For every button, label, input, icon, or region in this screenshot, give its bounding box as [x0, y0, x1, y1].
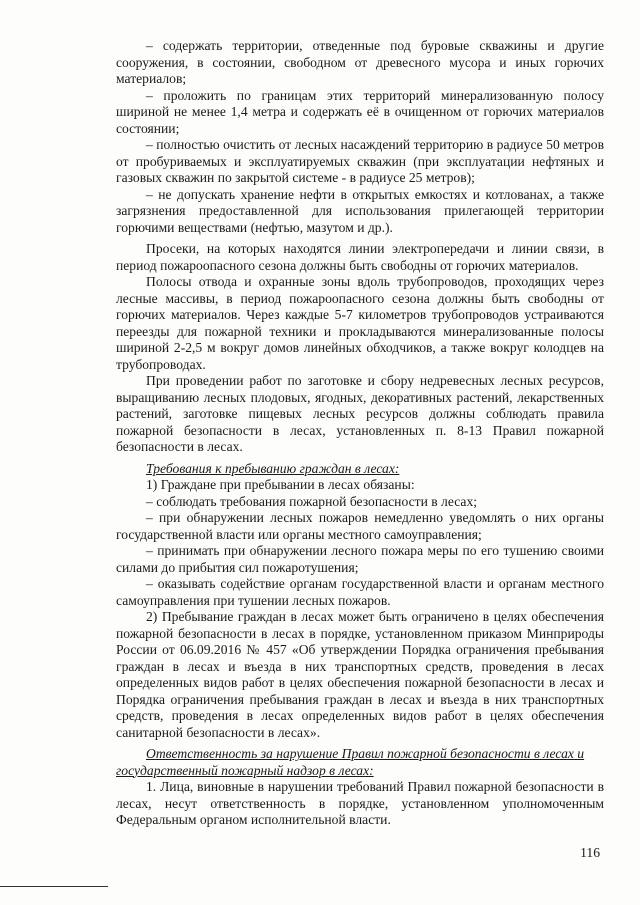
paragraph-pipelines: Полосы отвода и охранные зоны вдоль трубопроводов, проходящих через лесные массивы, в период пожароопасного сезона должны быть свободны от горючих материалов. Через каждые 5-7 километров трубопроводов устраиваются переезды для пожарной техники и прокладываются минерализованные полосы шириной 2-2,5 м вокруг домов линейных обходчиков, а также вокруг колодцев на трубопроводах.: [116, 274, 604, 372]
paragraph-oil-storage: – не допускать хранение нефти в открытых емкостях и котлованах, а также загрязнения предоставленной для использования прилегающей территории горючими веществами (нефтью, мазутом и др.).: [116, 186, 604, 235]
document-body: [116, 38, 604, 829]
footer-divider: [0, 886, 108, 887]
list-item-notify: – при обнаружении лесных пожаров немедленно уведомлять о них органы государственной власти или органы местного самоуправления;: [116, 510, 604, 542]
paragraph-clearing-radius: – полностью очистить от лесных насаждений территорию в радиусе 50 метров от пробуриваемых и эксплуатируемых скважин (при эксплуатации нефтяных и газовых скважин по закрытой системе - в радиусе 25 метров);: [116, 137, 604, 185]
paragraph-restriction-order: 2) Пребывание граждан в лесах может быть ограничено в целях обеспечения пожарной безопасности в лесах в порядке, установленном приказом Минприроды России от 06.09.2016 № 457 «Об утверждении Порядка ограничения пребывания граждан в лесах и въезда в них транспортных средств, проведения в лесах определенных видов работ в целях обеспечения пожарной безопасности в лесах и Порядка ограничения пребывания граждан в лесах и въезда в них транспортных средств, проведения в лесах определенных видов работ в целях обеспечения санитарной безопасности в лесах».: [116, 609, 604, 740]
paragraph-mineralized-strip: – проложить по границам этих территорий минерализованную полосу шириной не менее 1,4 метра и содержать её в очищенном от горючих материалов состоянии;: [116, 87, 604, 136]
heading-liability: Ответственность за нарушение Правил пожарной безопасности в лесах и государственный пожарный надзор в лесах:: [116, 746, 585, 778]
paragraph-non-timber-resources: При проведении работ по заготовке и сбору недревесных лесных ресурсов, выращиванию лесных плодовых, ягодных, декоративных растений, лекарственных растений, заготовке пищевых лесных ресурсов должны соблюдать правила пожарной безопасности в лесах, установленных п. 8-13 Правил пожарной безопасности в лесах.: [116, 373, 604, 454]
list-item-assist: – оказывать содействие органам государственной власти и органам местного самоуправления при тушении лесных пожаров.: [116, 576, 604, 608]
paragraph-citizens-obliged: 1) Граждане при пребывании в лесах обязаны:: [146, 477, 415, 492]
list-item-extinguish: – принимать при обнаружении лесного пожара меры по его тушению своими силами до прибытия сил пожаротушения;: [116, 543, 604, 575]
list-item-comply: – соблюдать требования пожарной безопасности в лесах;: [146, 493, 478, 509]
paragraph-well-sites: – содержать территории, отведенные под буровые скважины и другие сооружения, в состоянии, свободном от древесного мусора и иных горючих материалов;: [116, 38, 604, 86]
heading-citizen-requirements: Требования к пребыванию граждан в лесах:: [146, 460, 400, 476]
paragraph-liability: 1. Лица, виновные в нарушении требований Правил пожарной безопасности в лесах, несут ответственность в порядке, установленном уполномоченным Федеральным органом исполнительной власти.: [116, 779, 604, 827]
page-number: 116: [580, 845, 600, 860]
paragraph-power-lines: Просеки, на которых находятся линии электропередачи и линии связи, в период пожароопасного сезона должны быть свободны от горючих материалов.: [116, 241, 604, 273]
